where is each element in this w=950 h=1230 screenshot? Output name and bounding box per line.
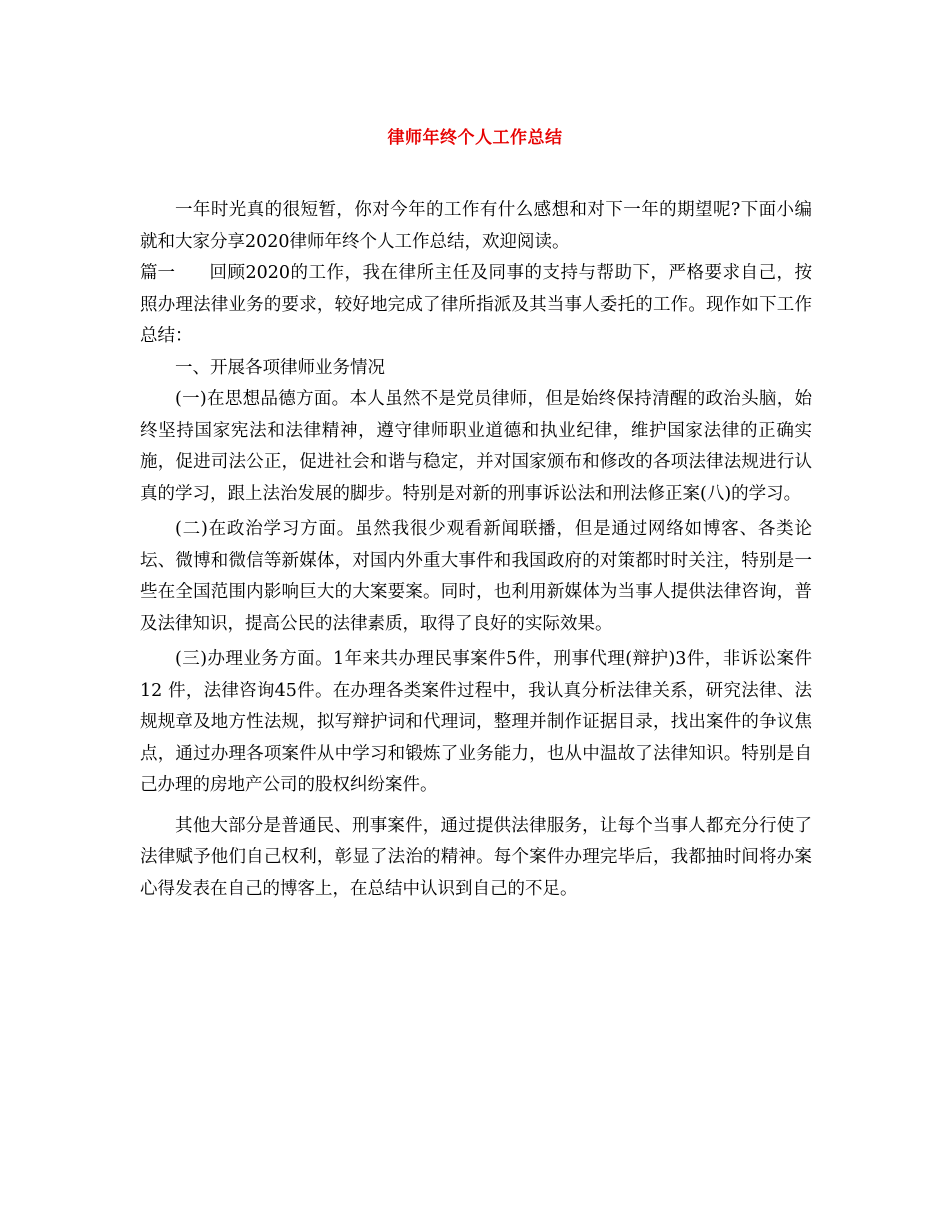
- document-title: 律师年终个人工作总结: [387, 128, 563, 148]
- paragraph-politics: (二)在政治学习方面。虽然我很少观看新闻联播，但是通过网络如博客、各类论坛、微博和微信等新媒体，对国内外重大事件和我国政府的对策都时时关注，特别是一些在全国范围内影响巨大的大案要案。同时，也利用新媒体为当事人提供法律咨询，普及法律知识，提高公民的法律素质，取得了良好的实际效果。: [140, 519, 812, 634]
- intro-paragraph: 一年时光真的很短暂，你对今年的工作有什么感想和对下一年的期望呢?下面小编就和大家分享2020律师年终个人工作总结，欢迎阅读。: [140, 200, 812, 252]
- part-text: 回顾2020的工作，我在律所主任及同事的支持与帮助下，严格要求自己，按照办理法律业务的要求，较好地完成了律所指派及其当事人委托的工作。现作如下工作总结：: [140, 263, 812, 346]
- paragraph-other-cases: 其他大部分是普通民、刑事案件，通过提供法律服务，让每个当事人都充分行使了法律赋予他们自己权利，彰显了法治的精神。每个案件办理完毕后，我都抽时间将办案心得发表在自己的博客上，在总结中认识到自己的不足。: [140, 815, 812, 899]
- document-body: [140, 195, 812, 905]
- part-paragraph: [140, 258, 812, 353]
- paragraph-business: (三)办理业务方面。1年来共办理民事案件5件，刑事代理(辩护)3件，非诉讼案件12 件，法律咨询45件。在办理各类案件过程中，我认真分析法律关系，研究法律、法规规章及地方性法规，拟写辩护词和代理词，整理并制作证据目录，找出案件的争议焦点，通过办理各项案件从中学习和锻炼了业务能力，也从中温故了法律知识。特别是自己办理的房地产公司的股权纠纷案件。: [140, 649, 812, 795]
- paragraph-thought: (一)在思想品德方面。本人虽然不是党员律师，但是始终保持清醒的政治头脑，始终坚持国家宪法和法律精神，遵守律师职业道德和执业纪律，维护国家法律的正确实施，促进司法公正，促进社会和谐与稳定，并对国家颁布和修改的各项法律法规进行认真的学习，跟上法治发展的脚步。特别是对新的刑事诉讼法和刑法修正案(八)的学习。: [140, 389, 812, 504]
- section-heading: 一、开展各项律师业务情况: [175, 357, 385, 378]
- part-label: 篇一: [140, 263, 175, 283]
